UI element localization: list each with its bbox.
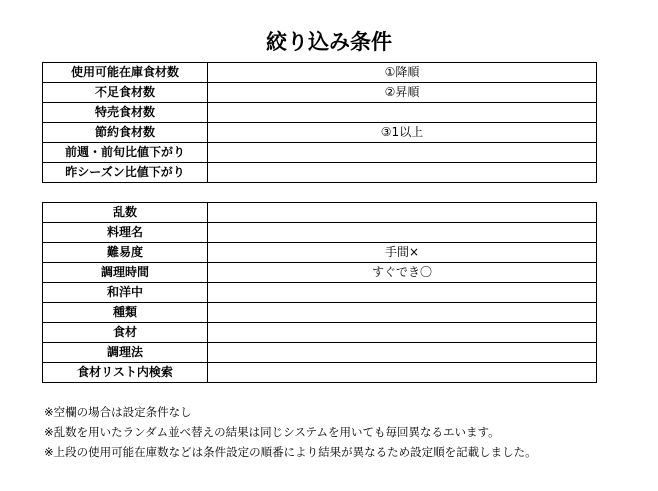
table-row bbox=[43, 323, 597, 343]
condition-label: 不足食材数 bbox=[43, 83, 208, 103]
table-row bbox=[43, 203, 597, 223]
table-row bbox=[43, 103, 597, 123]
condition-label: 調理時間 bbox=[43, 263, 208, 283]
condition-value bbox=[208, 223, 597, 243]
footnotes bbox=[44, 402, 644, 462]
condition-value bbox=[208, 103, 597, 123]
condition-label: 種類 bbox=[43, 303, 208, 323]
table-row bbox=[43, 243, 597, 263]
condition-value bbox=[208, 203, 597, 223]
condition-value bbox=[208, 323, 597, 343]
condition-value bbox=[208, 163, 597, 183]
condition-value bbox=[208, 303, 597, 323]
condition-value: 手間× bbox=[208, 243, 597, 263]
table-row bbox=[43, 143, 597, 163]
condition-label: 昨シーズン比値下がり bbox=[43, 163, 208, 183]
condition-label: 節約食材数 bbox=[43, 123, 208, 143]
table-row bbox=[43, 263, 597, 283]
table-row bbox=[43, 303, 597, 323]
condition-label: 食材リスト内検索 bbox=[43, 363, 208, 383]
page-title: 絞り込み条件 bbox=[266, 30, 392, 54]
table-row bbox=[43, 283, 597, 303]
table-row bbox=[43, 123, 597, 143]
table-row bbox=[43, 223, 597, 243]
table-row bbox=[43, 163, 597, 183]
condition-label: 使用可能在庫食材数 bbox=[43, 63, 208, 83]
condition-label: 料理名 bbox=[43, 223, 208, 243]
footnote: ※乱数を用いたランダム並べ替えの結果は同じシステムを用いても毎回異なるエいます。 bbox=[44, 425, 500, 439]
condition-label: 食材 bbox=[43, 323, 208, 343]
condition-label: 前週・前旬比値下がり bbox=[43, 143, 208, 163]
condition-value bbox=[208, 363, 597, 383]
condition-value bbox=[208, 143, 597, 163]
condition-value bbox=[208, 283, 597, 303]
footnote: ※空欄の場合は設定条件なし bbox=[44, 405, 192, 419]
table-row bbox=[43, 363, 597, 383]
condition-value: すぐでき〇 bbox=[208, 263, 597, 283]
filter-conditions-table bbox=[42, 202, 597, 383]
condition-label: 調理法 bbox=[43, 343, 208, 363]
footnote: ※上段の使用可能在庫数などは条件設定の順番により結果が異なるため設定順を記載しました。 bbox=[44, 445, 537, 459]
table-row bbox=[43, 83, 597, 103]
condition-label: 難易度 bbox=[43, 243, 208, 263]
table-row bbox=[43, 343, 597, 363]
condition-label: 乱数 bbox=[43, 203, 208, 223]
condition-label: 特売食材数 bbox=[43, 103, 208, 123]
condition-label: 和洋中 bbox=[43, 283, 208, 303]
table-row bbox=[43, 63, 597, 83]
condition-value: ②昇順 bbox=[208, 83, 597, 103]
condition-value: ③1以上 bbox=[208, 123, 597, 143]
condition-value: ①降順 bbox=[208, 63, 597, 83]
condition-value bbox=[208, 343, 597, 363]
ranking-conditions-table bbox=[42, 62, 597, 183]
